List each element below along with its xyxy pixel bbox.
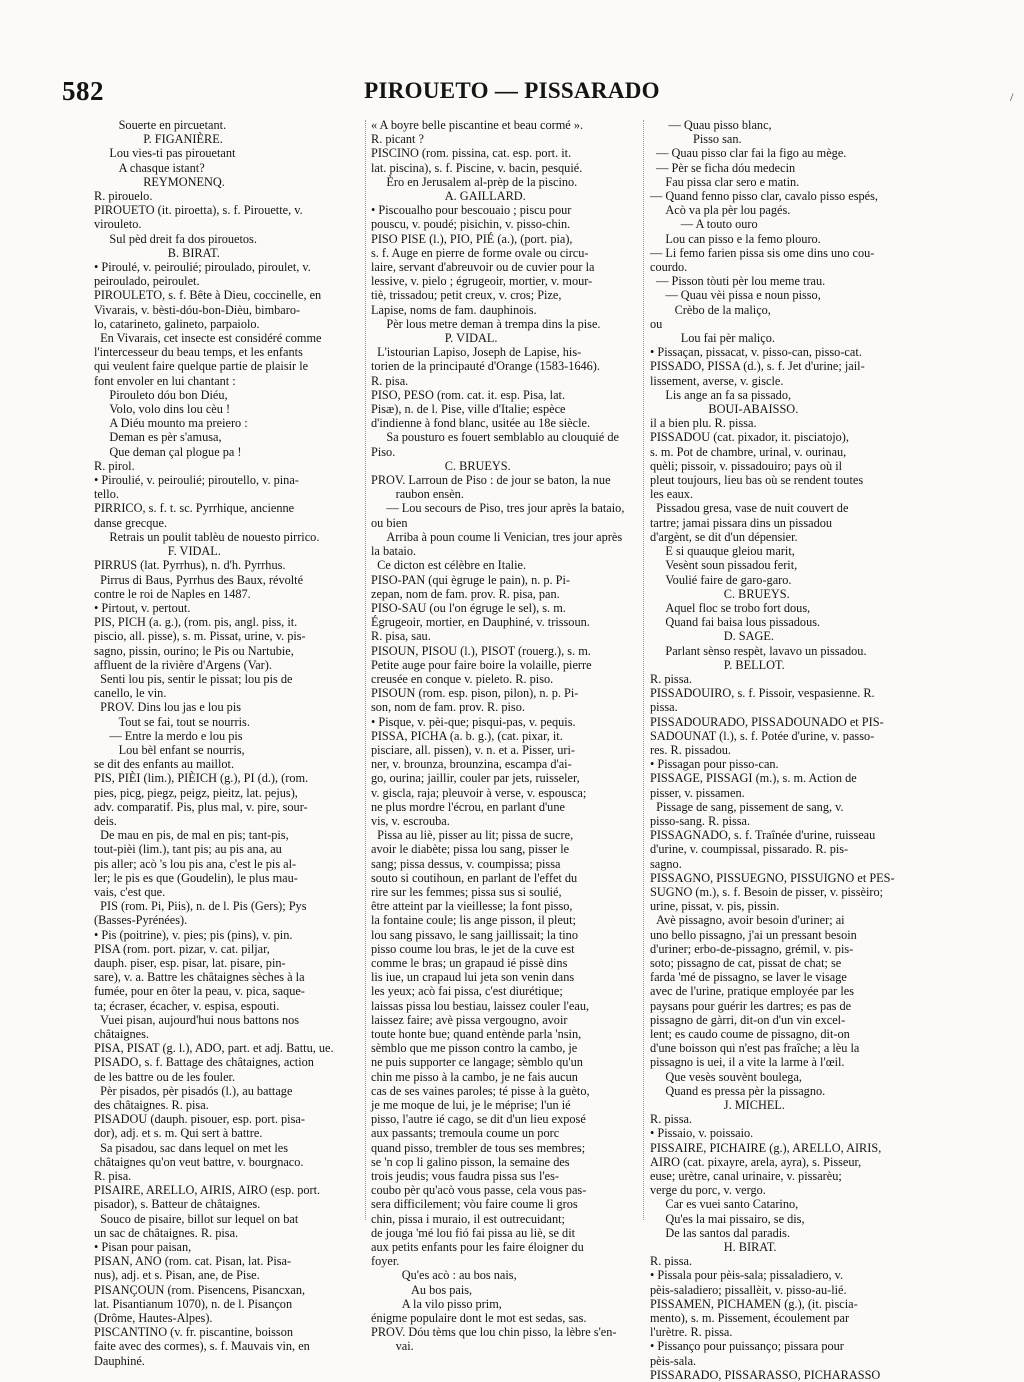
text-line: s. f. Auge en pierre de forme ovale ou circu- xyxy=(371,245,589,260)
text-line: De las santos dal paradis. xyxy=(650,1225,791,1240)
text-line: cas de ses vaines paroles; té pisse à la guèto, xyxy=(371,1083,590,1098)
text-line: pissa. xyxy=(650,700,678,715)
text-line: tout-pièi (lim.), tant pis; au pis ana, au xyxy=(94,842,282,857)
text-line: sare), v. a. Battre les châtaignes sèches à la xyxy=(94,970,305,985)
text-line: PIROUETO (it. piroetta), s. f. Pirouette, v. xyxy=(94,203,303,218)
text-line: danse grecque. xyxy=(94,515,168,530)
text-line: virouleto. xyxy=(94,217,142,232)
text-line: pèis-saladiero; pissallèit, v. pisso-au-lié. xyxy=(650,1282,847,1297)
text-line: PIS (rom. Pi, Piis), n. de l. Pis (Gers); Pys xyxy=(94,899,307,914)
text-line: font envoler en lui chantant : xyxy=(94,373,236,388)
text-line: pis aller; acò 's lou pis ana, c'est le pis al- xyxy=(94,856,297,871)
text-line: Pirrus di Baus, Pyrrhus des Baux, révolté xyxy=(94,572,304,587)
text-line: — Quau vèi pissa e noun pisso, xyxy=(650,288,821,303)
text-line: A la vilo pisso prim, xyxy=(371,1296,502,1311)
text-line: soto; pissagno de cat, pissat de chat; se xyxy=(650,955,842,970)
print-mark: / xyxy=(1010,90,1014,104)
text-line: Sa pousturo es fouert semblablo au clouquié de xyxy=(371,430,619,445)
text-line: chin, pissa i muraio, il est outrecuidant; xyxy=(371,1211,565,1226)
text-line: PISADO, s. f. Battage des châtaignes, action xyxy=(94,1055,314,1070)
text-line: souto si coutihoun, en parlant de l'effet du xyxy=(371,870,578,885)
text-line: vai. xyxy=(371,1339,414,1354)
text-line: se 'n cop li galino pisson, la semaine des xyxy=(371,1154,570,1169)
text-line: R. pisa. xyxy=(371,373,409,388)
text-line: la fontaine coule; lis ange pisson, il pleut; xyxy=(371,913,576,928)
text-line: Pèr lous metre deman à trempa dins la pise. xyxy=(371,316,601,331)
text-line: vis, v. escrouba. xyxy=(371,813,450,828)
text-line: aux petits enfants pour les faire éloigner du xyxy=(371,1240,584,1255)
text-line: v. giscla, raja; pleuvoir à verse, v. espousca; xyxy=(371,785,587,800)
text-line: torien de la principauté d'Orange (1583-1646). xyxy=(371,359,600,374)
text-line: En Vivarais, cet insecte est considéré comme xyxy=(94,331,322,346)
text-line: REYMONENQ. xyxy=(94,174,225,189)
text-line: PIS, PIÈI (lim.), PIÈICH (g.), PI (d.), (rom. xyxy=(94,771,309,786)
text-line: Lis ange an fa sa pissado, xyxy=(650,387,792,402)
text-line: mento), s. m. Pissement, écoulement par xyxy=(650,1311,850,1326)
text-line: Aquel floc se trobo fort dous, xyxy=(650,600,811,615)
text-line: PISSADOUIRO, s. f. Pissoir, vespasienne. R. xyxy=(650,686,875,701)
text-line: pisciare, all. pissen), v. n. et a. Pisser, uri- xyxy=(371,742,575,757)
text-line: PROV. Dóu tèms que lou chin pisso, la lèbre s'en- xyxy=(371,1325,617,1340)
text-line: être atteint par la vieillesse; la font pisso, xyxy=(371,899,573,914)
text-line: châtaignes. xyxy=(94,1027,149,1041)
text-line: B. BIRAT. xyxy=(94,245,220,260)
text-line: Arriba à poun coume li Venician, tres jour après xyxy=(371,529,623,544)
text-line: Voulié faire de garo-garo. xyxy=(650,572,792,587)
text-line: lou sang pissavo, le sang jaillissait; la tino xyxy=(371,927,578,942)
text-line: Lou can pisso e la femo plouro. xyxy=(650,231,821,246)
text-line: • Pissanço pour puissanço; pissara pour xyxy=(650,1339,844,1354)
text-line: s. m. Pot de chambre, urinal, v. ourinau, xyxy=(650,444,847,459)
text-line: peiroulado, peiroulet. xyxy=(94,274,200,289)
text-line: faite avec des cormes), s. f. Mauvais vin, en xyxy=(94,1339,310,1354)
text-line: Vivarais, v. bèsti-dóu-bon-Dièu, bimbaro- xyxy=(94,302,301,317)
text-line: Quand fai baisa lous pissadous. xyxy=(650,615,821,630)
text-line: C. BRUEYS. xyxy=(371,458,511,473)
text-line: Ce dicton est célèbre en Italie. xyxy=(371,558,527,573)
text-line: PISOUN, PISOU (l.), PISOT (rouerg.), s. m. xyxy=(371,643,591,658)
text-line: quèli; pissoir, v. pissadouiro; pays où il xyxy=(650,458,843,473)
text-line: Car es vuei santo Catarino, xyxy=(650,1197,799,1212)
text-line: tello. xyxy=(94,487,119,502)
text-line: — Pisson tòuti pèr lou meme trau. xyxy=(650,274,826,289)
text-line: lat. Pisantianum 1070), n. de l. Pisançon xyxy=(94,1296,293,1311)
text-line: PISO PISE (l.), PIO, PIÉ (a.), (port. pia), xyxy=(371,231,573,246)
text-line: uno bello pissagno, j'ai un pressant besoin xyxy=(650,927,857,942)
page-header xyxy=(0,76,1024,112)
text-line: Égrugeoir, mortier, en Dauphiné, v. trissoun. xyxy=(371,615,590,630)
text-line: foyer. xyxy=(371,1254,400,1269)
text-line: PISSAIRE, PICHAIRE (g.), ARELLO, AIRIS, xyxy=(650,1140,882,1155)
text-line: Pissadou gresa, vase de nuit couvert de xyxy=(650,501,849,516)
column-rule xyxy=(365,120,366,1220)
text-line: • Piscoualho pour bescouaio ; piscu pour xyxy=(371,203,572,218)
text-line: laissez faire; avè pissa vergougno, avoir xyxy=(371,1012,568,1027)
text-line: Au bos pais, xyxy=(371,1282,473,1297)
text-line: ta; écraser, écacher, v. espisa, espouti. xyxy=(94,998,280,1013)
text-line: R. pisa. xyxy=(94,1169,132,1184)
text-line: je me moque de lui, je le méprise; l'un ié xyxy=(371,1098,571,1113)
text-line: Senti lou pis, sentir le pissat; lou pis de xyxy=(94,671,293,686)
text-line: paysans pour guérir les dartres; es pas de xyxy=(650,998,852,1013)
text-line: H. BIRAT. xyxy=(650,1240,777,1255)
text-line: Qu'es la mai pissairo, se dis, xyxy=(650,1211,805,1226)
text-line: trois jeudis; vous faudra pissa sus l'es- xyxy=(371,1169,560,1184)
text-line: PISOUN (rom. esp. pison, pilon), n. p. Pi- xyxy=(371,686,579,701)
text-line: canello, le vin. xyxy=(94,686,167,701)
text-line: PISSAGNO, PISSUEGNO, PISSUIGNO et PES- xyxy=(650,870,895,885)
text-line: coubo pèr qu'acò vous passe, cela vous pas- xyxy=(371,1183,587,1198)
text-line: PIS, PICH (a. g.), (rom. pis, angl. piss, it. xyxy=(94,615,298,630)
text-line: • Piroulé, v. peiroulié; piroulado, piroulet, v. xyxy=(94,260,311,275)
text-line: Pèr pisados, pèr pisadós (l.), au battage xyxy=(94,1083,293,1098)
text-line: PISSA, PICHA (a. b. g.), (cat. pixar, it. xyxy=(371,728,563,743)
text-line: la bataio. xyxy=(371,544,417,559)
text-line: pèis-sala. xyxy=(650,1353,697,1368)
text-line: PISSADOURADO, PISSADOUNADO et PIS- xyxy=(650,714,884,729)
text-line: ne puis supporter ce langage; sèmblo qu'un xyxy=(371,1055,583,1070)
text-line: toute honte bue; quand entènde parla 'nsin, xyxy=(371,1027,582,1041)
text-line: — Pèr se ficha dóu medecin xyxy=(650,160,796,175)
text-line: châtaignes qu'on veut battre, v. bourgnaco. xyxy=(94,1154,304,1169)
text-line: R. pissa. xyxy=(650,671,693,686)
text-line: comme le bras; un grapaud ié pissè dins xyxy=(371,955,568,970)
text-line: ou bien xyxy=(371,515,408,530)
text-line: P. FIGANIÈRE. xyxy=(94,132,223,147)
text-line: C. BRUEYS. xyxy=(650,586,790,601)
text-line: des châtaignes. R. pisa. xyxy=(94,1098,209,1113)
text-line: d'argènt, se dit d'un dépensier. xyxy=(650,529,798,544)
text-line: raubon ensèn. xyxy=(371,487,464,502)
text-line: un sac de châtaignes. R. pisa. xyxy=(94,1225,239,1240)
text-line: vais, c'est que. xyxy=(94,884,166,899)
text-line: affluent de la rivière d'Argens (Var). xyxy=(94,657,272,672)
text-line: PISSAGE, PISSAGI (m.), s. m. Action de xyxy=(650,771,857,786)
text-line: PROV. Larroun de Piso : de jour se baton, la nue xyxy=(371,473,611,488)
text-line: dauph. piser, esp. pisar, lat. pisare, pin- xyxy=(94,955,286,970)
text-line: Èro en Jerusalem al-prèp de la piscino. xyxy=(371,174,578,189)
text-line: PISSAMEN, PICHAMEN (g.), (it. piscia- xyxy=(650,1296,858,1311)
text-line: — Lou secours de Piso, tres jour après la bataio, xyxy=(371,501,625,516)
text-line: PIRRUS (lat. Pyrrhus), n. d'h. Pyrrhus. xyxy=(94,558,286,573)
text-line: Sa pisadou, sac dans lequel on met les xyxy=(94,1140,288,1155)
text-line: farda 'mé de pissagno, se laver le visage xyxy=(650,970,847,985)
text-line: urine, pissat, v. pis, pissin. xyxy=(650,899,780,914)
text-line: contre le roi de Naples en 1487. xyxy=(94,586,251,601)
text-line: PISO-SAU (ou l'on égruge le sel), s. m. xyxy=(371,600,566,615)
text-line: d'uriner; erbo-de-pissagno, grémil, v. pis- xyxy=(650,941,854,956)
text-line: se dit des enfants au maillot. xyxy=(94,757,235,772)
text-line: • Pisque, v. pèi-que; pisqui-pas, v. pequis. xyxy=(371,714,576,729)
text-line: fumée, pour en ôter la peau, v. pica, saque- xyxy=(94,984,305,999)
text-line: Que deman çal plogue pa ! xyxy=(94,444,242,459)
text-line: SADOUNAT (l.), s. f. Potée d'urine, v. passo- xyxy=(650,728,875,743)
text-line: son, nom de fam. prov. R. piso. xyxy=(371,700,525,715)
text-line: — Li femo farien pissa sis ome dins uno cou- xyxy=(650,245,875,260)
text-line: lat. piscina), s. f. Piscine, v. bacin, pesquié. xyxy=(371,160,583,175)
text-line: PISCINO (rom. pissina, cat. esp. port. it. xyxy=(371,146,572,161)
text-line: l'urètre. R. pissa. xyxy=(650,1325,733,1340)
dictionary-column-middle xyxy=(371,118,637,1354)
text-line: (Basses-Pyrénées). xyxy=(94,913,188,928)
text-line: Acò va pla pèr lou pagés. xyxy=(650,203,791,218)
text-line: ler; le pis es que (Goudelin), le plus mau- xyxy=(94,870,298,885)
text-line: — Quau pisso blanc, xyxy=(650,118,772,132)
text-line: PISSAGNADO, s. f. Traînée d'urine, ruisseau xyxy=(650,828,876,843)
text-line: sagno, pissin, ourino; le Pis ou Nartubie, xyxy=(94,643,294,658)
dictionary-column-left xyxy=(94,118,360,1368)
text-line: il a bien plu. R. pissa. xyxy=(650,416,757,431)
text-line: — Entre la merdo e lou pis xyxy=(94,728,243,743)
text-line: lo, catarineto, galineto, parpaiolo. xyxy=(94,316,260,331)
text-line: pleut toujours, lieu bas où se rendent toutes xyxy=(650,473,864,488)
text-line: AIRO (cat. pixayre, arela, ayra), s. Pisseur, xyxy=(650,1154,862,1169)
text-line: PISCANTINO (v. fr. piscantine, boisson xyxy=(94,1325,294,1340)
text-line: ne plus mordre l'écrou, en parlant d'une xyxy=(371,799,565,814)
dictionary-column-right xyxy=(650,118,916,1382)
text-line: les yeux; acò fai pissa, c'est diurétique; xyxy=(371,984,563,999)
text-line: pisso coume lou bras, le jet de la cuve est xyxy=(371,941,575,956)
text-line: Qu'es acò : au bos nais, xyxy=(371,1268,517,1283)
text-line: PROV. Dins lou jas e lou pis xyxy=(94,700,242,715)
text-line: énigme populaire dont le mot est sedas, sas. xyxy=(371,1311,587,1326)
text-line: Fau pissa clar sero e matin. xyxy=(650,174,800,189)
column-rule xyxy=(643,120,644,1220)
text-line: • Pissala pour pèis-sala; pissaladiero, v. xyxy=(650,1268,844,1283)
text-line: tartre; jamai pissara dins un pissadou xyxy=(650,515,833,530)
text-line: Tout se fai, tout se nourris. xyxy=(94,714,250,729)
text-line: go, ourina; jaillir, couler par jets, ruisseler, xyxy=(371,771,580,786)
text-line: • Pisan pour paisan, xyxy=(94,1240,192,1255)
text-line: quand pisso, trembler de tous ses membres; xyxy=(371,1140,586,1155)
text-line: aux passants; tremoula coume un porc xyxy=(371,1126,560,1141)
text-line: Dauphiné. xyxy=(94,1353,145,1368)
text-line: PISSADO, PISSA (d.), s. f. Jet d'urine; jail- xyxy=(650,359,865,374)
text-line: • Pissagan pour pisso-can. xyxy=(650,757,779,772)
text-line: ou xyxy=(650,316,663,331)
text-line: R. pissa. xyxy=(650,1254,693,1269)
text-line: Pisso san. xyxy=(650,132,742,147)
page-number: 582 xyxy=(62,76,104,106)
text-line: de jouga 'mé lou fió fai pissa au liè, se dit xyxy=(371,1225,576,1240)
text-line: euse; urètre, canal urinaire, v. pissarèu; xyxy=(650,1169,842,1184)
text-line: Souerte en pircuetant. xyxy=(94,118,227,132)
text-line: Retrais un poulit tablèu de nouesto pirrico. xyxy=(94,529,320,544)
text-line: Parlant sènso respèt, lavavo un pissadou. xyxy=(650,643,867,658)
text-line: • Pissaçan, pissacat, v. pisso-can, pisso-cat. xyxy=(650,345,862,360)
text-line: E si quauque gleiou marit, xyxy=(650,544,795,559)
text-line: avec de l'urine, pratique employée par les xyxy=(650,984,854,999)
text-line: Petite auge pour faire boire la volaille, pierre xyxy=(371,657,592,672)
text-line: d'indienne à fond blanc, usitée au 18e siècle. xyxy=(371,416,591,431)
text-line: de les battre ou de les fouler. xyxy=(94,1069,236,1084)
text-line: rire sur les femmes; pissa sus si soulié, xyxy=(371,884,562,899)
text-line: lent; es caudo coume de pissagno, dit-on xyxy=(650,1027,850,1041)
text-line: pisador), s. Batteur de châtaignes. xyxy=(94,1197,261,1212)
text-line: Deman es pèr s'amusa, xyxy=(94,430,222,445)
text-line: L'istourian Lapiso, Joseph de Lapise, his- xyxy=(371,345,582,360)
text-line: • Piroulié, v. peiroulié; piroutello, v. pina- xyxy=(94,473,299,488)
text-line: PISSARADO, PISSARASSO, PICHARASSO xyxy=(650,1367,881,1382)
text-line: deis. xyxy=(94,813,117,828)
text-line: zepan, nom de fam. prov. R. pisa, pan. xyxy=(371,586,560,601)
text-line: sèmblo que me pisson contro la cambo, je xyxy=(371,1041,578,1056)
text-line: sang; pissa dessus, v. coumpissa; pissa xyxy=(371,856,561,871)
text-line: R. pisa, sau. xyxy=(371,629,431,644)
text-line: sera difficilement; vòu faire coume li gros xyxy=(371,1197,578,1212)
text-line: PISO-PAN (qui ègruge le pain), n. p. Pi- xyxy=(371,572,571,587)
text-line: Quand es pressa pèr la pissagno. xyxy=(650,1083,826,1098)
text-line: A chasque istant? xyxy=(94,160,205,175)
text-line: Pirouleto dóu bon Diéu, xyxy=(94,387,228,402)
text-line: Crèbo de la maliço, xyxy=(650,302,771,317)
text-line: ner, v. brounza, brounzina, escampa d'ai- xyxy=(371,757,572,772)
text-line: pisser, v. pissamen. xyxy=(650,785,745,800)
text-line: piscio, all. pisse), s. m. Pissat, urine, v. pis- xyxy=(94,629,306,644)
text-line: R. picant ? xyxy=(371,132,424,147)
text-line: • Pis (poitrine), v. pies; pis (pins), v. pin. xyxy=(94,927,293,942)
text-line: R. pirol. xyxy=(94,458,135,473)
text-line: laissas pissa lou bestiau, laissez couler l'eau, xyxy=(371,998,590,1013)
text-line: d'urine, v. coumpissal, pissarado. R. pis- xyxy=(650,842,849,857)
text-line: (Drôme, Hautes-Alpes). xyxy=(94,1311,213,1326)
text-line: PISADOU (dauph. pisouer, esp. port. pisa- xyxy=(94,1112,305,1127)
text-line: Souco de pisaire, billot sur lequel on bat xyxy=(94,1211,299,1226)
text-line: Vesènt soun pissadou ferit, xyxy=(650,558,798,573)
text-line: PISSADOU (cat. pixador, it. pisciatojo), xyxy=(650,430,849,445)
text-line: PISO, PESO (rom. cat. it. esp. Pisa, lat. xyxy=(371,387,566,402)
text-line: — Quau pisso clar fai la figo au mège. xyxy=(650,146,847,161)
text-line: creusée en conque v. pieleto. R. piso. xyxy=(371,671,554,686)
text-line: D. SAGE. xyxy=(650,629,774,644)
text-line: PISA (rom. port. pizar, v. cat. piljar, xyxy=(94,941,270,956)
text-line: Lou fai pèr maliço. xyxy=(650,331,775,346)
running-title: PIROUETO — PISSARADO xyxy=(364,78,660,103)
text-line: qui veulent faire quelque partie de plaisir le xyxy=(94,359,309,374)
text-line: Vuei pisan, aujourd'hui nous battons nos xyxy=(94,1012,300,1027)
text-line: Pissa au liè, pisser au lit; pissa de sucre, xyxy=(371,828,574,843)
text-line: PISA, PISAT (g. l.), ADO, part. et adj. Battu, ue. xyxy=(94,1041,334,1056)
text-line: • Pissaio, v. poissaio. xyxy=(650,1126,754,1141)
text-line: Pissage de sang, pissement de sang, v. xyxy=(650,799,844,814)
text-line: Volo, volo dins lou cèu ! xyxy=(94,402,231,417)
text-line: l'intercesseur du beau temps, et les enfants xyxy=(94,345,303,360)
text-line: courdo. xyxy=(650,260,688,275)
text-line: — A touto ouro xyxy=(650,217,758,232)
text-line: R. pissa. xyxy=(650,1112,693,1127)
text-line: • Pirtout, v. pertout. xyxy=(94,600,191,615)
text-line: lis iue, un crapaud lui jeta son venin dans xyxy=(371,970,575,985)
text-line: chin me pisso à la cambo, je ne fais aucun xyxy=(371,1069,578,1084)
text-line: A. GAILLARD. xyxy=(371,189,526,204)
text-line: Pisæ), n. de l. Pise, ville d'Italie; espèce xyxy=(371,402,566,417)
text-line: A Diéu mounto ma preiero : xyxy=(94,416,248,431)
text-line: tiè, trissadou; petit creux, v. cros; Pize, xyxy=(371,288,562,303)
text-line: P. BELLOT. xyxy=(650,657,785,672)
text-line: Avè pissagno, avoir besoin d'uriner; ai xyxy=(650,913,845,928)
text-line: PISAN, ANO (rom. cat. Pisan, lat. Pisa- xyxy=(94,1254,292,1269)
text-line: PISANÇOUN (rom. Pisencens, Pisancxan, xyxy=(94,1282,306,1297)
text-line: pisso, l'autre ié cago, se dit d'un lieu exposé xyxy=(371,1112,586,1127)
text-line: Sul pèd dreit fa dos pirouetos. xyxy=(94,231,257,246)
text-line: SUGNO (m.), s. f. Besoin de pisser, v. pissèiro; xyxy=(650,884,884,899)
text-line: De mau en pis, de mal en pis; tant-pis, xyxy=(94,828,289,843)
text-line: nus), adj. et s. Pisan, ane, de Pise. xyxy=(94,1268,260,1283)
text-line: avoir le diabète; pissa lou sang, pisser le xyxy=(371,842,570,857)
text-line: PISAIRE, ARELLO, AIRIS, AIRO (esp. port. xyxy=(94,1183,321,1198)
text-line: adv. comparatif. Pis, plus mal, v. pire, sour- xyxy=(94,799,308,814)
text-line: « A boyre belle piscantine et beau cormé ». xyxy=(371,118,584,132)
text-line: lissement, averse, v. giscle. xyxy=(650,373,784,388)
text-line: les eaux. xyxy=(650,487,694,502)
text-line: Piso. xyxy=(371,444,396,459)
text-line: Lou vies-ti pas pirouetant xyxy=(94,146,236,161)
text-line: pisso-sang. R. pissa. xyxy=(650,813,751,828)
text-line: F. VIDAL. xyxy=(94,544,221,559)
text-line: Lapise, noms de fam. dauphinois. xyxy=(371,302,537,317)
text-line: pissagno de gàrri, dit-on d'un vin excel- xyxy=(650,1012,846,1027)
text-line: PIRRICO, s. f. t. sc. Pyrrhique, ancienne xyxy=(94,501,295,516)
text-line: dor), adj. et s. m. Qui sert à battre. xyxy=(94,1126,263,1141)
text-line: Que vesès souvènt boulega, xyxy=(650,1069,802,1084)
text-line: pouscu, v. poudé; pisichin, v. pisso-chin. xyxy=(371,217,571,232)
text-line: sagno. xyxy=(650,856,682,871)
text-line: J. MICHEL. xyxy=(650,1098,785,1113)
text-line: lessive, v. pielo ; égrugeoir, mortier, v. mour- xyxy=(371,274,593,289)
text-line: BOUI-ABAISSO. xyxy=(650,402,799,417)
text-line: pies, picg, piegz, peigz, pieitz, lat. pejus), xyxy=(94,785,298,800)
text-line: R. pirouelo. xyxy=(94,189,153,204)
text-line: laire, servant d'abreuvoir ou de cuvier pour la xyxy=(371,260,595,275)
text-line: PIROULETO, s. f. Bête à Dieu, coccinelle, en xyxy=(94,288,322,303)
text-line: Lou bèl enfant se nourris, xyxy=(94,742,245,757)
text-line: P. VIDAL. xyxy=(371,331,498,346)
text-line: — Quand fenno pisso clar, cavalo pisso espés, xyxy=(650,189,878,204)
text-line: res. R. pissadou. xyxy=(650,742,731,757)
text-line: verge du porc, v. vergo. xyxy=(650,1183,766,1198)
text-line: pissagno is uei, il a vite la larme à l'œil. xyxy=(650,1055,845,1070)
text-line: d'une boisson qui n'est pas fraîche; a lèu la xyxy=(650,1041,860,1056)
